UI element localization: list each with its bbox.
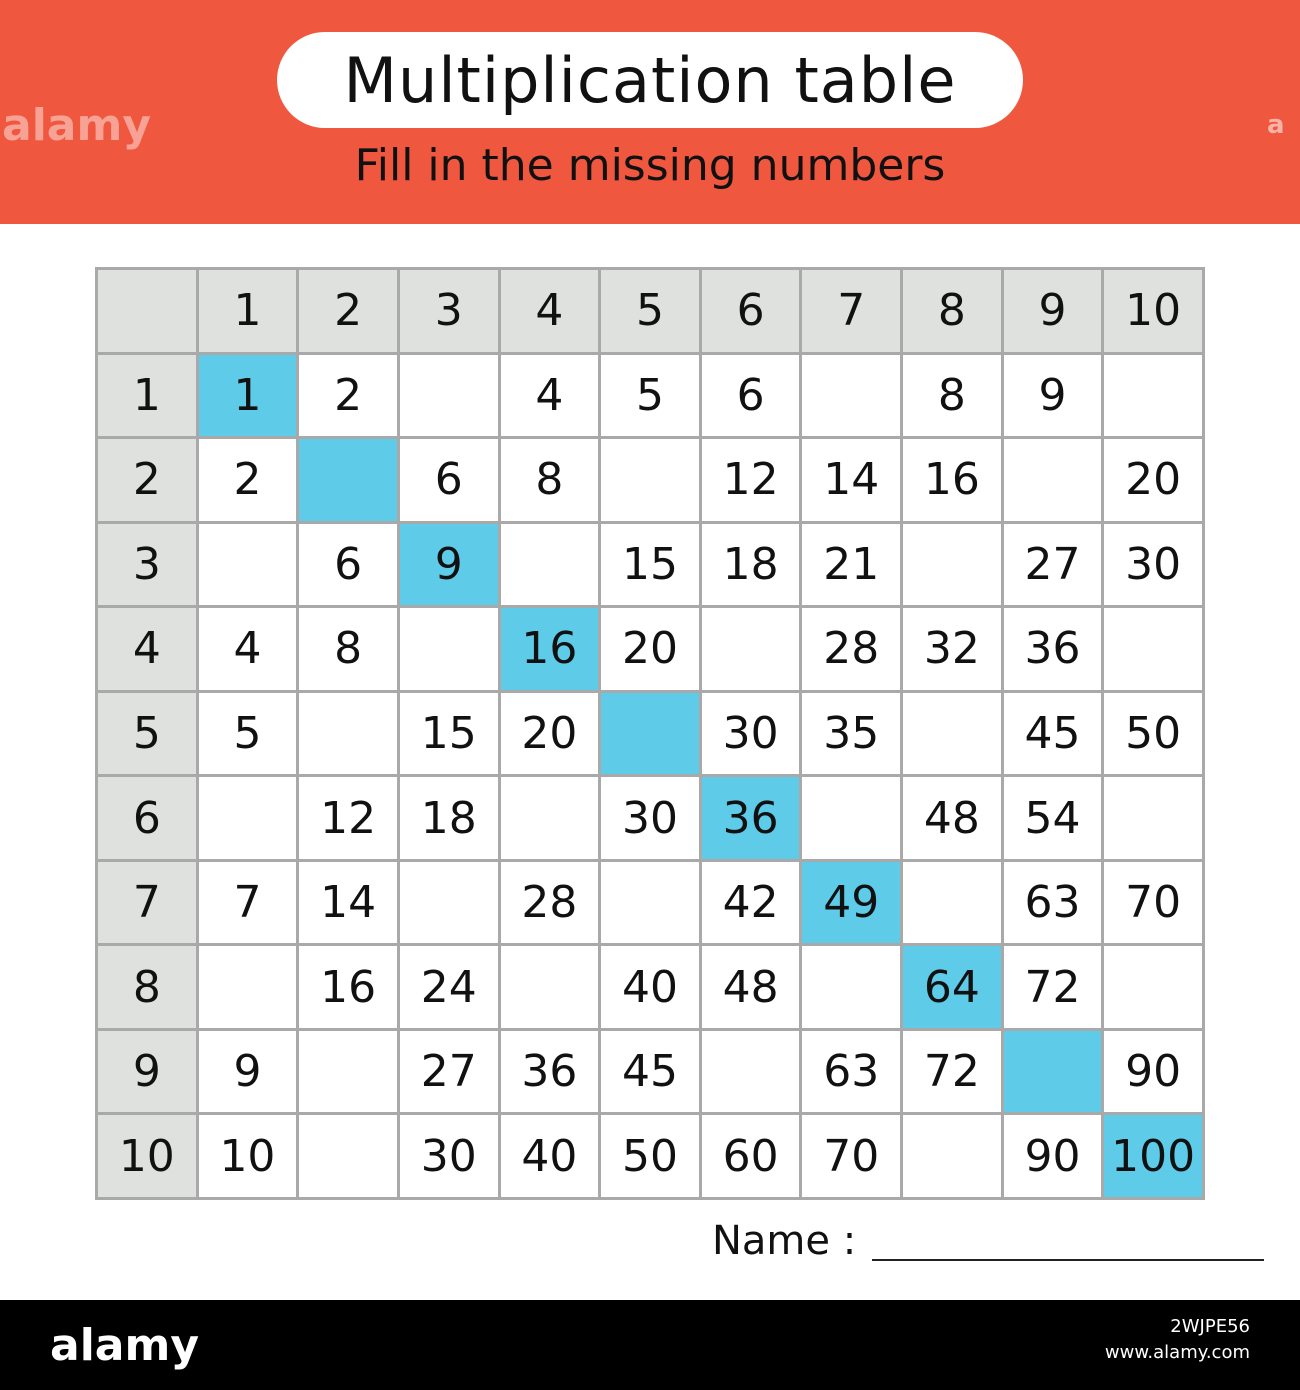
product-cell: 7 (199, 862, 297, 944)
page-title: Multiplication table (343, 43, 957, 117)
footer-site: www.alamy.com (1104, 1342, 1250, 1363)
footer-bar (0, 1300, 1300, 1390)
product-cell: 8 (299, 608, 397, 690)
product-cell: 12 (702, 439, 800, 521)
product-cell: 18 (702, 524, 800, 606)
product-cell: 4 (501, 355, 599, 437)
row-header: 1 (98, 355, 196, 437)
product-cell: 21 (802, 524, 900, 606)
blank-cell[interactable] (601, 439, 699, 521)
product-cell: 24 (400, 946, 498, 1028)
diagonal-cell[interactable] (299, 439, 397, 521)
column-header: 4 (501, 270, 599, 352)
product-cell: 45 (1004, 693, 1102, 775)
product-cell: 40 (601, 946, 699, 1028)
product-cell: 10 (199, 1115, 297, 1197)
row-header: 8 (98, 946, 196, 1028)
row-header: 2 (98, 439, 196, 521)
product-cell: 36 (1004, 608, 1102, 690)
product-cell: 5 (601, 355, 699, 437)
column-header: 10 (1104, 270, 1202, 352)
column-header: 1 (199, 270, 297, 352)
product-cell: 28 (802, 608, 900, 690)
blank-cell[interactable] (1104, 608, 1202, 690)
product-cell: 30 (702, 693, 800, 775)
product-cell: 45 (601, 1031, 699, 1113)
header-banner (0, 0, 1300, 224)
product-cell: 6 (400, 439, 498, 521)
product-cell: 35 (802, 693, 900, 775)
footer-image-id: 2WJPE56 (1170, 1316, 1250, 1337)
row-header: 10 (98, 1115, 196, 1197)
blank-cell[interactable] (199, 946, 297, 1028)
product-cell: 6 (702, 355, 800, 437)
diagonal-cell: 36 (702, 777, 800, 859)
product-cell: 70 (802, 1115, 900, 1197)
blank-cell[interactable] (299, 1115, 397, 1197)
product-cell: 8 (903, 355, 1001, 437)
row-header: 4 (98, 608, 196, 690)
product-cell: 27 (1004, 524, 1102, 606)
product-cell: 16 (299, 946, 397, 1028)
product-cell: 30 (400, 1115, 498, 1197)
product-cell: 90 (1004, 1115, 1102, 1197)
blank-cell[interactable] (299, 1031, 397, 1113)
row-header: 5 (98, 693, 196, 775)
blank-cell[interactable] (903, 1115, 1001, 1197)
name-label: Name : (712, 1218, 857, 1264)
product-cell: 54 (1004, 777, 1102, 859)
product-cell: 32 (903, 608, 1001, 690)
blank-cell[interactable] (702, 608, 800, 690)
blank-cell[interactable] (1104, 946, 1202, 1028)
footer-logo: alamy (50, 1320, 199, 1371)
product-cell: 9 (199, 1031, 297, 1113)
product-cell: 5 (199, 693, 297, 775)
blank-cell[interactable] (199, 777, 297, 859)
row-header: 9 (98, 1031, 196, 1113)
blank-cell[interactable] (400, 862, 498, 944)
product-cell: 6 (299, 524, 397, 606)
product-cell: 15 (400, 693, 498, 775)
product-cell: 12 (299, 777, 397, 859)
product-cell: 60 (702, 1115, 800, 1197)
row-header: 3 (98, 524, 196, 606)
product-cell: 70 (1104, 862, 1202, 944)
blank-cell[interactable] (501, 946, 599, 1028)
blank-cell[interactable] (601, 862, 699, 944)
product-cell: 27 (400, 1031, 498, 1113)
blank-cell[interactable] (199, 524, 297, 606)
blank-cell[interactable] (400, 355, 498, 437)
blank-cell[interactable] (903, 693, 1001, 775)
blank-cell[interactable] (1004, 439, 1102, 521)
product-cell: 48 (702, 946, 800, 1028)
product-cell: 72 (903, 1031, 1001, 1113)
product-cell: 18 (400, 777, 498, 859)
product-cell: 8 (501, 439, 599, 521)
column-header: 9 (1004, 270, 1102, 352)
blank-cell[interactable] (903, 862, 1001, 944)
name-input-line[interactable] (872, 1259, 1264, 1261)
product-cell: 40 (501, 1115, 599, 1197)
watermark-right: a (1267, 110, 1285, 140)
blank-cell[interactable] (702, 1031, 800, 1113)
column-header: 6 (702, 270, 800, 352)
page-subtitle: Fill in the missing numbers (354, 140, 946, 191)
blank-cell[interactable] (1104, 777, 1202, 859)
diagonal-cell: 64 (903, 946, 1001, 1028)
product-cell: 36 (501, 1031, 599, 1113)
product-cell: 50 (601, 1115, 699, 1197)
blank-cell[interactable] (501, 777, 599, 859)
product-cell: 72 (1004, 946, 1102, 1028)
product-cell: 20 (501, 693, 599, 775)
column-header: 5 (601, 270, 699, 352)
product-cell: 42 (702, 862, 800, 944)
product-cell: 14 (299, 862, 397, 944)
blank-cell[interactable] (802, 777, 900, 859)
blank-cell[interactable] (903, 524, 1001, 606)
product-cell: 20 (601, 608, 699, 690)
column-header: 3 (400, 270, 498, 352)
product-cell: 30 (1104, 524, 1202, 606)
watermark-left: alamy (2, 100, 151, 151)
diagonal-cell: 1 (199, 355, 297, 437)
multiplication-grid (95, 267, 1205, 1200)
product-cell: 9 (1004, 355, 1102, 437)
product-cell: 90 (1104, 1031, 1202, 1113)
footer-image-info (1105, 1314, 1250, 1366)
blank-cell[interactable] (1104, 355, 1202, 437)
product-cell: 48 (903, 777, 1001, 859)
product-cell: 4 (199, 608, 297, 690)
column-header: 2 (299, 270, 397, 352)
diagonal-cell: 100 (1104, 1115, 1202, 1197)
product-cell: 15 (601, 524, 699, 606)
product-cell: 2 (199, 439, 297, 521)
blank-cell[interactable] (802, 946, 900, 1028)
title-pill (277, 32, 1023, 128)
blank-cell[interactable] (802, 355, 900, 437)
column-header: 7 (802, 270, 900, 352)
product-cell: 16 (903, 439, 1001, 521)
diagonal-cell[interactable] (1004, 1031, 1102, 1113)
column-header: 8 (903, 270, 1001, 352)
row-header: 6 (98, 777, 196, 859)
product-cell: 63 (1004, 862, 1102, 944)
product-cell: 63 (802, 1031, 900, 1113)
blank-cell[interactable] (400, 608, 498, 690)
diagonal-cell: 49 (802, 862, 900, 944)
product-cell: 14 (802, 439, 900, 521)
product-cell: 30 (601, 777, 699, 859)
product-cell: 20 (1104, 439, 1202, 521)
diagonal-cell: 9 (400, 524, 498, 606)
diagonal-cell[interactable] (601, 693, 699, 775)
blank-cell[interactable] (299, 693, 397, 775)
diagonal-cell: 16 (501, 608, 599, 690)
table-corner (98, 270, 196, 352)
product-cell: 2 (299, 355, 397, 437)
product-cell: 50 (1104, 693, 1202, 775)
row-header: 7 (98, 862, 196, 944)
blank-cell[interactable] (501, 524, 599, 606)
product-cell: 28 (501, 862, 599, 944)
